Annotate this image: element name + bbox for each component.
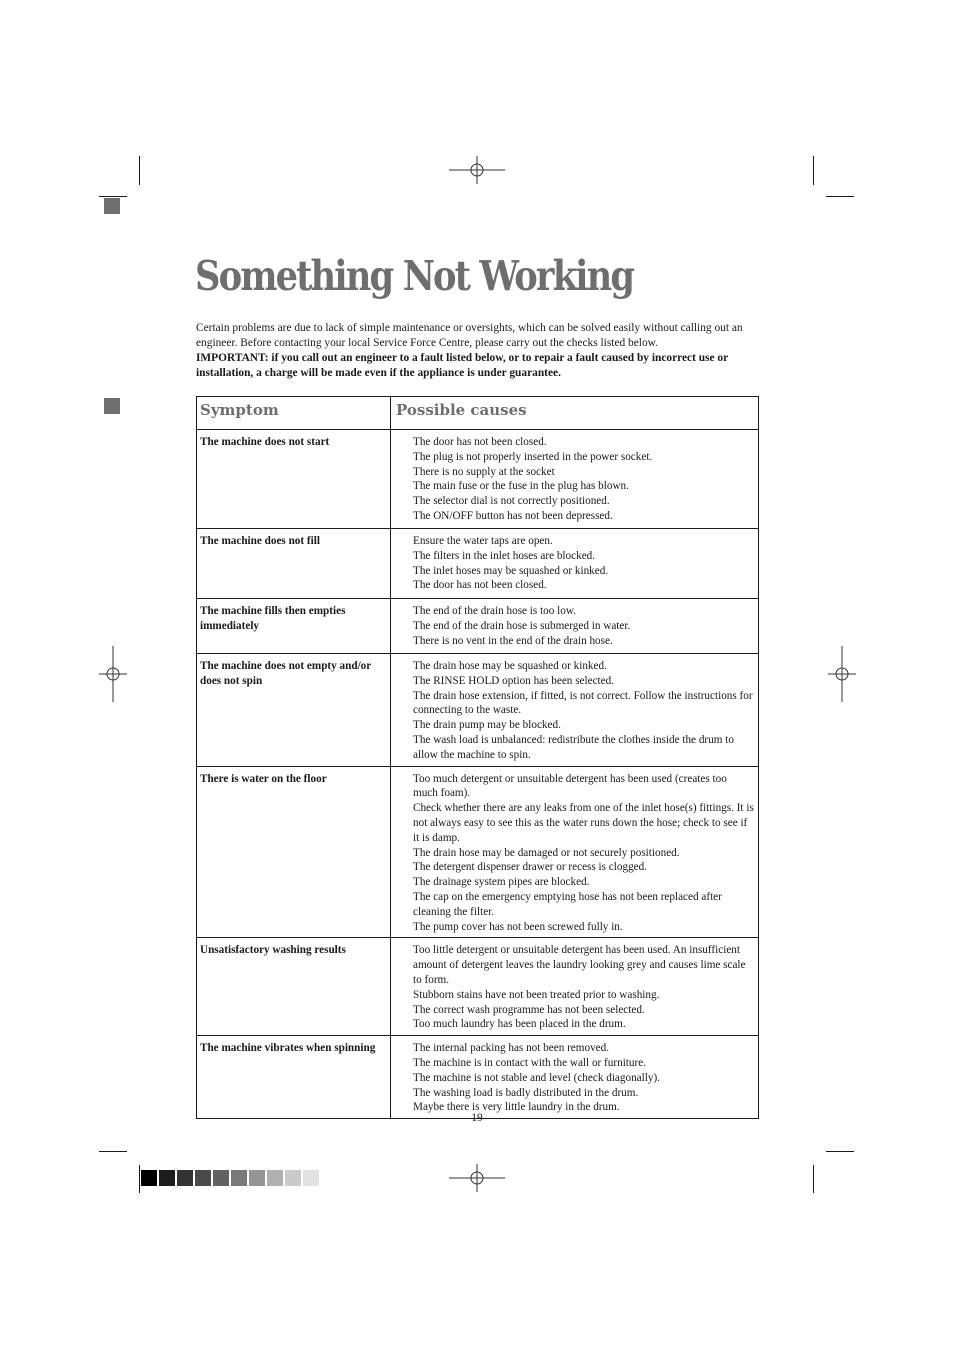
- margin-marker: [104, 398, 120, 414]
- crop-mark: [139, 1165, 140, 1193]
- table-row: [197, 1036, 759, 1119]
- cause-item: The machine is not stable and level (check diagonally).: [413, 1071, 660, 1084]
- table-header-row: [197, 397, 759, 430]
- cause-item: The drain pump may be blocked.: [413, 719, 561, 732]
- causes-cell: [391, 430, 759, 529]
- cause-item: The selector dial is not correctly positioned.: [413, 495, 610, 508]
- crop-mark: [813, 1165, 814, 1193]
- causes-cell: [391, 654, 759, 767]
- table-body: [197, 430, 759, 1119]
- symptom-cell: The machine fills then empties immediately: [197, 599, 391, 654]
- cause-item: There is no vent in the end of the drain hose.: [413, 634, 613, 647]
- cause-item: The door has not been closed.: [413, 579, 547, 592]
- crop-mark: [99, 196, 127, 197]
- symptom-cell: The machine does not start: [197, 430, 391, 529]
- possible-causes-header: Possible causes: [391, 397, 759, 430]
- margin-marker: [104, 198, 120, 214]
- table-row: [197, 529, 759, 599]
- cause-item: The end of the drain hose is submerged in water.: [413, 619, 631, 632]
- table-row: [197, 430, 759, 529]
- cause-item: Too little detergent or unsuitable detergent has been used. An insufficient amount of detergent leaves the laundry looking grey and causes lime scale to form.: [413, 944, 746, 986]
- causes-cell: [391, 938, 759, 1036]
- color-swatch: [141, 1170, 157, 1186]
- cause-item: The wash load is unbalanced: redistribute the clothes inside the drum to allow the machine to spin.: [413, 733, 734, 761]
- color-swatch: [195, 1170, 211, 1186]
- crop-mark: [813, 156, 814, 185]
- cause-item: The plug is not properly inserted in the power socket.: [413, 450, 653, 463]
- cause-item: Maybe there is very little laundry in the drum.: [413, 1101, 620, 1114]
- cause-item: The cap on the emergency emptying hose has not been replaced after cleaning the filter.: [413, 890, 722, 918]
- page-number: 19: [471, 1112, 483, 1124]
- color-swatch: [303, 1170, 319, 1186]
- cause-item: The internal packing has not been removed.: [413, 1042, 610, 1055]
- cause-item: The drain hose may be squashed or kinked.: [413, 660, 607, 672]
- cause-item: The drain hose may be damaged or not securely positioned.: [413, 846, 680, 859]
- cause-item: The filters in the inlet hoses are blocked.: [413, 549, 596, 562]
- symptom-cell: The machine vibrates when spinning: [197, 1036, 391, 1119]
- intro-text: [196, 321, 756, 381]
- color-swatch: [249, 1170, 265, 1186]
- cause-item: The detergent dispenser drawer or recess is clogged.: [413, 861, 648, 874]
- color-calibration-bar: [141, 1170, 321, 1186]
- cause-item: The door has not been closed.: [413, 436, 547, 448]
- cause-item: The end of the drain hose is too low.: [413, 605, 577, 617]
- symptom-cell: There is water on the floor: [197, 766, 391, 938]
- crop-mark: [139, 156, 140, 185]
- important-notice: IMPORTANT: if you call out an engineer to a fault listed below, or to repair a fault caused by incorrect use or installation, a charge will be made even if the appliance is under guarantee.: [196, 352, 728, 379]
- cause-item: Too much detergent or unsuitable detergent has been used (creates too much foam).: [413, 772, 727, 800]
- symptom-cell: Unsatisfactory washing results: [197, 938, 391, 1036]
- cause-item: The drainage system pipes are blocked.: [413, 876, 590, 889]
- crop-mark: [826, 1151, 854, 1152]
- registration-mark-icon: [85, 646, 141, 702]
- color-swatch: [285, 1170, 301, 1186]
- causes-cell: [391, 1036, 759, 1119]
- cause-item: The RINSE HOLD option has been selected.: [413, 674, 615, 687]
- table-row: [197, 938, 759, 1036]
- color-swatch: [213, 1170, 229, 1186]
- cause-item: The machine is in contact with the wall or furniture.: [413, 1056, 646, 1069]
- cause-item: Too much laundry has been placed in the drum.: [413, 1018, 626, 1031]
- color-swatch: [177, 1170, 193, 1186]
- cause-item: The main fuse or the fuse in the plug has blown.: [413, 480, 629, 493]
- color-swatch: [267, 1170, 283, 1186]
- cause-item: The drain hose extension, if fitted, is not correct. Follow the instructions for connecting to the waste.: [413, 689, 753, 717]
- symptom-cell: The machine does not fill: [197, 529, 391, 599]
- causes-cell: [391, 766, 759, 938]
- table-row: [197, 766, 759, 938]
- registration-mark-icon: [449, 1150, 505, 1206]
- causes-cell: [391, 529, 759, 599]
- symptom-header: Symptom: [197, 397, 391, 430]
- cause-item: The washing load is badly distributed in the drum.: [413, 1086, 639, 1099]
- table-row: [197, 654, 759, 767]
- cause-item: The inlet hoses may be squashed or kinked.: [413, 564, 609, 577]
- page-title: Something Not Working: [195, 252, 634, 300]
- cause-item: There is no supply at the socket: [413, 465, 555, 478]
- symptom-cell: The machine does not empty and/or does not spin: [197, 654, 391, 767]
- cause-item: Stubborn stains have not been treated prior to washing.: [413, 988, 660, 1001]
- color-swatch: [231, 1170, 247, 1186]
- crop-mark: [99, 1151, 127, 1152]
- cause-item: The pump cover has not been screwed fully in.: [413, 920, 623, 933]
- causes-cell: [391, 599, 759, 654]
- troubleshooting-table: [196, 396, 759, 1119]
- color-swatch: [159, 1170, 175, 1186]
- cause-item: Ensure the water taps are open.: [413, 535, 553, 547]
- cause-item: Check whether there are any leaks from one of the inlet hose(s) fittings. It is not always easy to see this as the water runs down the hose; check to see if it is damp.: [413, 802, 754, 844]
- crop-mark: [826, 196, 854, 197]
- table-row: [197, 599, 759, 654]
- registration-mark-icon: [449, 142, 505, 198]
- intro-paragraph: Certain problems are due to lack of simple maintenance or oversights, which can be solved easily without calling out an engineer. Before contacting your local Service Force Centre, please carry out the checks listed below.: [196, 322, 743, 349]
- registration-mark-icon: [814, 646, 870, 702]
- cause-item: The correct wash programme has not been selected.: [413, 1003, 645, 1016]
- cause-item: The ON/OFF button has not been depressed.: [413, 509, 613, 522]
